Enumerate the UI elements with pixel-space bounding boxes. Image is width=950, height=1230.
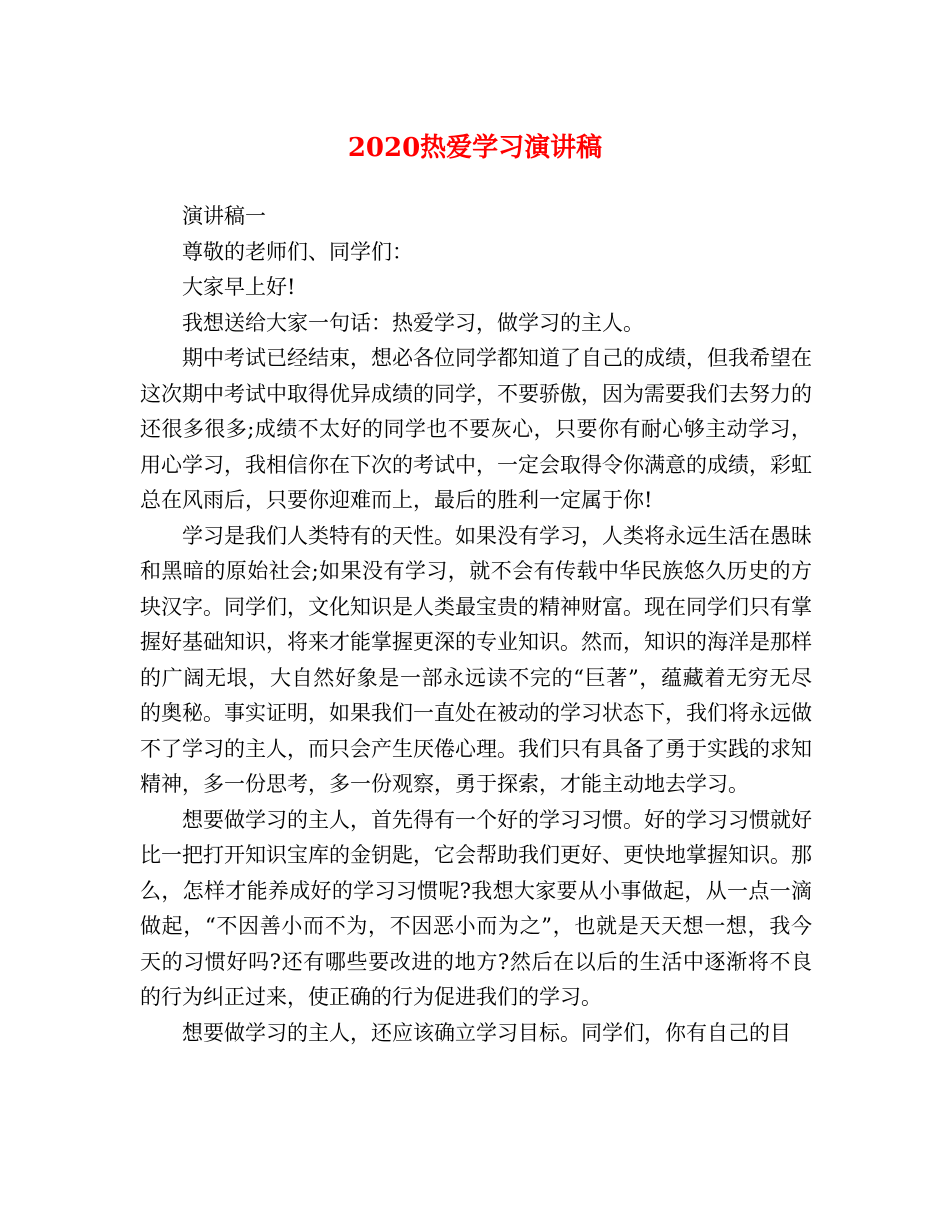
paragraph: 我想送给大家一句话：热爱学习，做学习的主人。 [182, 310, 644, 335]
paragraph: 想要做学习的主人，首先得有一个好的学习习惯。好的学习习惯就好比一把打开知识宝库的金钥匙，它会帮助我们更好、更快地掌握知识。那么，怎样才能养成好的学习习惯呢?我想大家要从小事做起，从一点一滴做起，“不因善小而不为，不因恶小而为之”，也就是天天想一想，我今天的习惯好吗?还有哪些要改进的地方?然后在以后的生活中逐渐将不良的行为纠正过来，使正确的行为促进我们的学习。 [140, 807, 812, 1009]
paragraph: 想要做学习的主人，还应该确立学习目标。同学们，你有自己的目 [182, 1020, 791, 1045]
paragraph: 大家早上好! [182, 275, 296, 299]
paragraph: 演讲稿一 [182, 204, 266, 228]
paragraph: 学习是我们人类特有的天性。如果没有学习，人类将永远生活在愚昧和黑暗的原始社会;如果没有学习，就不会有传载中华民族悠久历史的方块汉字。同学们，文化知识是人类最宝贵的精神财富。现在同学们只有掌握好基础知识，将来才能掌握更深的专业知识。然而，知识的海洋是那样的广阔无垠，大自然好象是一部永远读不完的“巨著”，蕴藏着无穷无尽的奥秘。事实证明，如果我们一直处在被动的学习状态下，我们将永远做不了学习的主人，而只会产生厌倦心理。我们只有具备了勇于实践的求知精神，多一份思考，多一份观察，勇于探索，才能主动地去学习。 [140, 523, 812, 796]
document-body [140, 199, 812, 1051]
document-title: 2020热爱学习演讲稿 [347, 133, 603, 163]
paragraph: 尊敬的老师们、同学们： [182, 239, 413, 264]
paragraph: 期中考试已经结束，想必各位同学都知道了自己的成绩，但我希望在这次期中考试中取得优异成绩的同学，不要骄傲，因为需要我们去努力的还很多很多;成绩不太好的同学也不要灰心，只要你有耐心够主动学习，用心学习，我相信你在下次的考试中，一定会取得令你满意的成绩，彩虹总在风雨后，只要你迎难而上，最后的胜利一定属于你! [140, 346, 812, 512]
